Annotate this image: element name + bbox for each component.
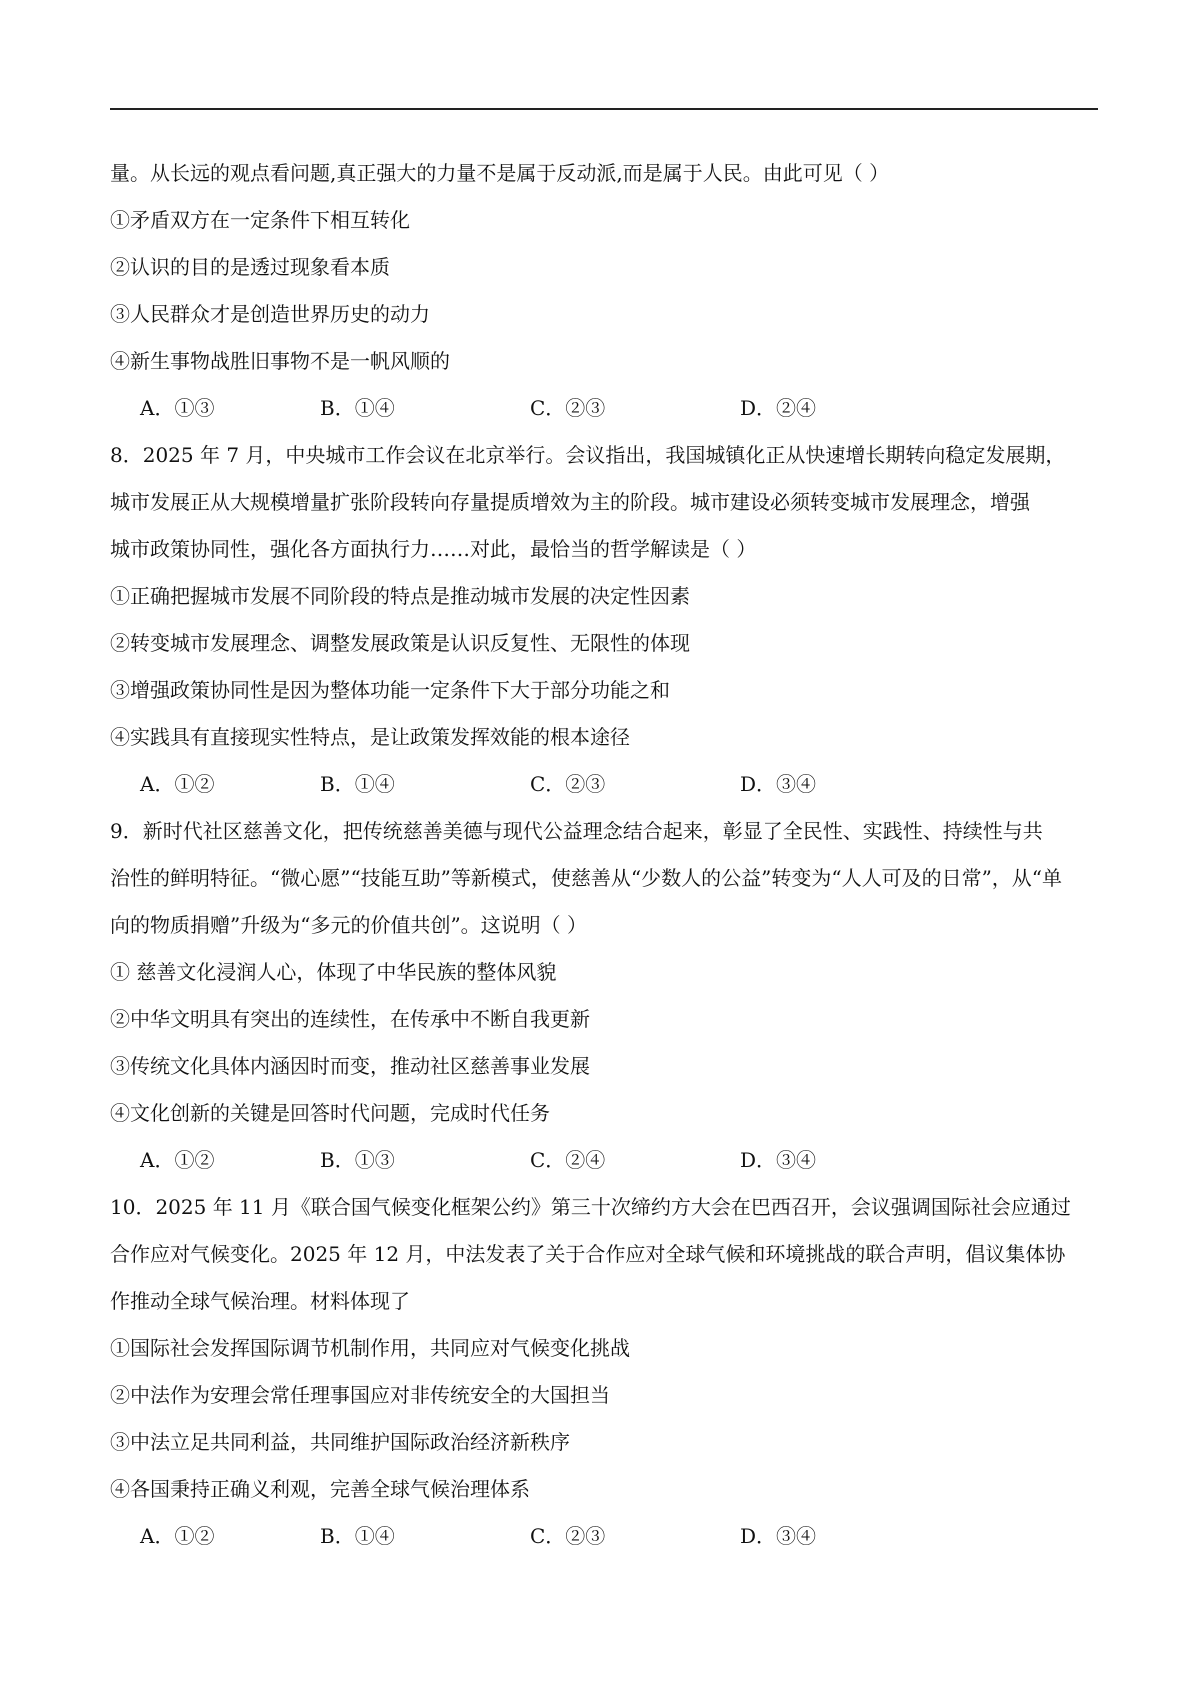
option-c: C．②④	[530, 1148, 606, 1172]
question-9	[110, 808, 1100, 1184]
option-c: C．②③	[530, 772, 606, 796]
statement-2: ②中华文明具有突出的连续性，在传承中不断自我更新	[110, 1007, 590, 1031]
statement-1: ①矛盾双方在一定条件下相互转化	[110, 208, 410, 232]
statement-2: ②中法作为安理会常任理事国应对非传统安全的大国担当	[110, 1383, 610, 1407]
option-c: C．②③	[530, 1524, 606, 1548]
option-c: C．②③	[530, 396, 606, 420]
option-d: D．③④	[740, 1524, 817, 1548]
question-stem-line: 9．新时代社区慈善文化，把传统慈善美德与现代公益理念结合起来，彰显了全民性、实践性、持续性与共	[110, 819, 1043, 843]
option-a: A．①③	[140, 396, 215, 420]
statement-4: ④文化创新的关键是回答时代问题，完成时代任务	[110, 1101, 550, 1125]
option-d: D．③④	[740, 1148, 817, 1172]
statement-3: ③增强政策协同性是因为整体功能一定条件下大于部分功能之和	[110, 678, 670, 702]
answer-options	[110, 761, 1100, 808]
question-stem-line: 向的物质捐赠”升级为“多元的价值共创”。这说明（ ）	[110, 913, 588, 937]
option-b: B．①④	[320, 396, 395, 420]
statement-3: ③中法立足共同利益，共同维护国际政治经济新秩序	[110, 1430, 570, 1454]
answer-options	[110, 1513, 1100, 1560]
question-8	[110, 432, 1100, 808]
option-b: B．①③	[320, 1148, 395, 1172]
statement-4: ④实践具有直接现实性特点，是让政策发挥效能的根本途径	[110, 725, 630, 749]
statement-2: ②认识的目的是透过现象看本质	[110, 255, 390, 279]
statement-2: ②转变城市发展理念、调整发展政策是认识反复性、无限性的体现	[110, 631, 690, 655]
statement-1: ①正确把握城市发展不同阶段的特点是推动城市发展的决定性因素	[110, 584, 690, 608]
question-stem-line: 作推动全球气候治理。材料体现了	[110, 1289, 410, 1313]
question-7	[110, 150, 1100, 432]
statement-3: ③传统文化具体内涵因时而变，推动社区慈善事业发展	[110, 1054, 590, 1078]
question-stem-line: 城市政策协同性，强化各方面执行力……对此，最恰当的哲学解读是（ ）	[110, 537, 757, 561]
option-d: D．③④	[740, 772, 817, 796]
question-stem-line: 治性的鲜明特征。“微心愿”“技能互助”等新模式，使慈善从“少数人的公益”转变为“人人可及的日常”，从“单	[110, 866, 1063, 890]
question-stem-line: 10．2025 年 11 月《联合国气候变化框架公约》第三十次缔约方大会在巴西召开，会议强调国际社会应通过	[110, 1195, 1071, 1219]
statement-4: ④新生事物战胜旧事物不是一帆风顺的	[110, 349, 450, 373]
option-a: A．①②	[140, 1524, 215, 1548]
answer-options	[110, 1137, 1100, 1184]
statement-1: ①国际社会发挥国际调节机制作用，共同应对气候变化挑战	[110, 1336, 630, 1360]
statement-1: ① 慈善文化浸润人心，体现了中华民族的整体风貌	[110, 960, 557, 984]
question-stem-line: 8．2025 年 7 月，中央城市工作会议在北京举行。会议指出，我国城镇化正从快速增长期转向稳定发展期，	[110, 443, 1066, 467]
statement-4: ④各国秉持正确义利观，完善全球气候治理体系	[110, 1477, 530, 1501]
question-10	[110, 1184, 1100, 1560]
answer-options	[110, 385, 1100, 432]
question-stem-line: 合作应对气候变化。2025 年 12 月，中法发表了关于合作应对全球气候和环境挑战的联合声明，倡议集体协	[110, 1242, 1066, 1266]
statement-3: ③人民群众才是创造世界历史的动力	[110, 302, 430, 326]
option-b: B．①④	[320, 1524, 395, 1548]
option-a: A．①②	[140, 772, 215, 796]
option-d: D．②④	[740, 396, 817, 420]
exam-page-content	[110, 150, 1100, 1560]
question-stem-line: 量。从长远的观点看问题,真正强大的力量不是属于反动派,而是属于人民。由此可见（ ）	[110, 161, 890, 185]
question-stem-line: 城市发展正从大规模增量扩张阶段转向存量提质增效为主的阶段。城市建设必须转变城市发展理念，增强	[110, 490, 1030, 514]
option-b: B．①④	[320, 772, 395, 796]
option-a: A．①②	[140, 1148, 215, 1172]
header-rule	[110, 108, 1098, 110]
